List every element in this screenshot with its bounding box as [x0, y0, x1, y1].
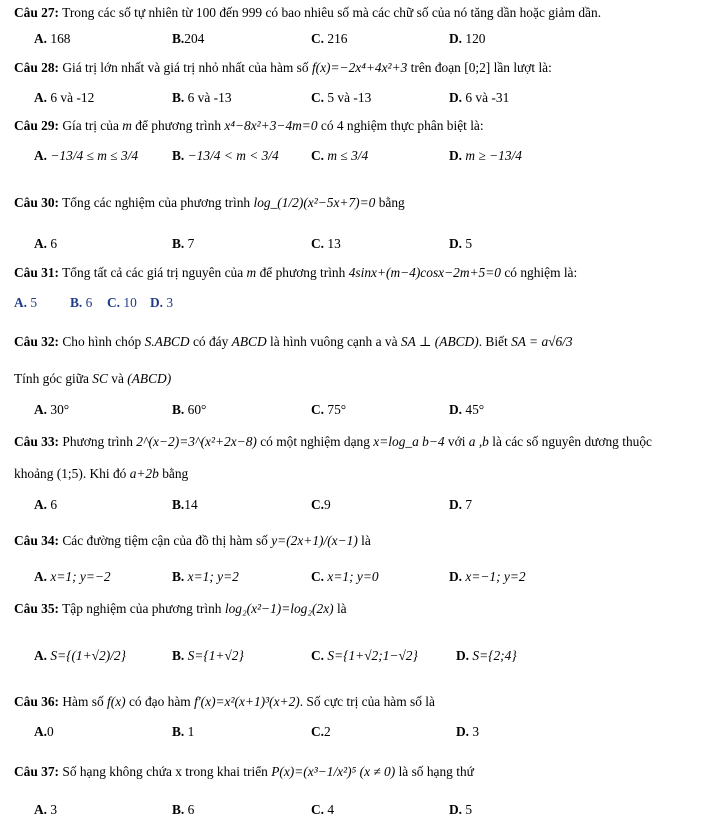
q33-option-d[interactable]: D. 7 [449, 497, 473, 512]
q29-option-a[interactable]: A. −13/4 ≤ m ≤ 3/4 [34, 148, 139, 163]
q34-stem: Câu 34: Các đường tiệm cận của đồ thị hàm số y=(2x+1)/(x−1) là [14, 533, 371, 548]
q30-option-b[interactable]: B. 7 [172, 236, 195, 251]
q31-stem: Câu 31: Tổng tất cả các giá trị nguyên của m để phương trình 4sinx+(m−4)cosx−2m+5=0 có nghiệm là: [14, 265, 578, 280]
q32-sa: SA = a√6/3 [511, 334, 573, 349]
q29-option-b[interactable]: B. −13/4 < m < 3/4 [172, 148, 279, 163]
q31-option-a[interactable]: A. 5 [14, 295, 38, 310]
q37-option-b[interactable]: B. 6 [172, 802, 195, 817]
q28-option-a[interactable]: A. 6 và -12 [34, 90, 95, 105]
q31-option-d[interactable]: D. 3 [150, 295, 174, 310]
q37-option-c[interactable]: C. 4 [311, 802, 335, 817]
q30-option-d[interactable]: D. 5 [449, 236, 473, 251]
q27-option-a[interactable]: A. 168 [34, 31, 71, 46]
q34-formula: y=(2x+1)/(x−1) [271, 533, 358, 548]
q30-option-c[interactable]: C. 13 [311, 236, 341, 251]
q32-stem-line2: Tính góc giữa SC và (ABCD) [14, 371, 172, 386]
q29-formula: x⁴−8x²+3−4m=0 [224, 118, 318, 133]
q36-option-c[interactable]: C.2 [311, 724, 331, 739]
q27-label: Câu 27: [14, 5, 60, 20]
q30-option-a[interactable]: A. 6 [34, 236, 58, 251]
q27-text: Trong các số tự nhiên từ 100 đến 999 có bao nhiêu số mà các chữ số của nó tăng dần hoặc giảm dần. [62, 5, 602, 20]
q27-option-b[interactable]: B.204 [172, 31, 205, 46]
q35-option-c[interactable]: C. S={1+√2;1−√2} [311, 648, 418, 663]
q34-option-c[interactable]: C. x=1; y=0 [311, 569, 379, 584]
q28-option-c[interactable]: C. 5 và -13 [311, 90, 372, 105]
q35-option-a[interactable]: A. S={(1+√2)/2} [34, 648, 126, 663]
q33-option-a[interactable]: A. 6 [34, 497, 58, 512]
q37-option-a[interactable]: A. 3 [34, 802, 58, 817]
q34-option-d[interactable]: D. x=−1; y=2 [449, 569, 526, 584]
q27-option-c[interactable]: C. 216 [311, 31, 348, 46]
q36-option-a[interactable]: A.0 [34, 724, 54, 739]
q28-formula: f(x)=−2x⁴+4x²+3 [311, 60, 408, 75]
q35-option-b[interactable]: B. S={1+√2} [172, 648, 244, 663]
q35-formula: log₂(x²−1)=log₂(2x) [224, 601, 334, 616]
q37-formula: P(x)=(x³−1/x²)⁵ [271, 764, 357, 779]
q32-option-d[interactable]: D. 45° [449, 402, 485, 417]
q28-option-b[interactable]: B. 6 và -13 [172, 90, 232, 105]
q36-option-d[interactable]: D. 3 [456, 724, 480, 739]
q32-option-c[interactable]: C. 75° [311, 402, 347, 417]
q31-option-c[interactable]: C. 10 [107, 295, 137, 310]
q36-stem: Câu 36: Hàm số f(x) có đạo hàm f'(x)=x²(x+1)³(x+2). Số cực trị của hàm số là [14, 694, 435, 709]
q32-option-b[interactable]: B. 60° [172, 402, 207, 417]
q29-option-c[interactable]: C. m ≤ 3/4 [311, 148, 369, 163]
q33-formula: 2^(x−2)=3^(x²+2x−8) [136, 434, 257, 449]
q28-stem: Câu 28: Giá trị lớn nhất và giá trị nhỏ nhất của hàm số f(x)=−2x⁴+4x²+3 trên đoạn [0;2] lần lượt là: [14, 60, 552, 75]
q33-option-b[interactable]: B.14 [172, 497, 198, 512]
q37-stem: Câu 37: Số hạng không chứa x trong khai triển P(x)=(x³−1/x²)⁵ (x ≠ 0) là số hạng thứ [14, 764, 474, 779]
q27-option-d[interactable]: D. 120 [449, 31, 486, 46]
q35-stem: Câu 35: Tập nghiệm của phương trình log₂(x²−1)=log₂(2x) là [14, 601, 347, 616]
q29-option-d[interactable]: D. m ≥ −13/4 [449, 148, 522, 163]
q35-option-d[interactable]: D. S={2;4} [456, 648, 517, 663]
q28-option-d[interactable]: D. 6 và -31 [449, 90, 510, 105]
q32-option-a[interactable]: A. 30° [34, 402, 70, 417]
q33-stem: Câu 33: Phương trình 2^(x−2)=3^(x²+2x−8) có một nghiệm dạng x=log_a b−4 với a ,b là các số nguyên dương thuộc [14, 434, 652, 449]
q37-option-d[interactable]: D. 5 [449, 802, 473, 817]
q31-option-b[interactable]: B. 6 [70, 295, 93, 310]
q36-derivative: f'(x)=x²(x+1)³(x+2) [194, 694, 300, 709]
q27-stem [14, 5, 601, 21]
q34-option-b[interactable]: B. x=1; y=2 [172, 569, 239, 584]
q33-option-c[interactable]: C.9 [311, 497, 331, 512]
q32-stem: Câu 32: Cho hình chóp S.ABCD có đáy ABCD là hình vuông cạnh a và SA ⊥ (ABCD). Biết SA = a√6/3 [14, 334, 573, 349]
q33-stem-line2: khoảng (1;5). Khi đó a+2b bằng [14, 466, 189, 481]
q30-stem: Câu 30: Tổng các nghiệm của phương trình log_(1/2)(x²−5x+7)=0 bằng [14, 195, 405, 210]
q30-formula: log_(1/2)(x²−5x+7)=0 [253, 195, 376, 210]
q29-stem: Câu 29: Gía trị của m để phương trình x⁴−8x²+3−4m=0 có 4 nghiệm thực phân biệt là: [14, 118, 484, 133]
q36-option-b[interactable]: B. 1 [172, 724, 195, 739]
q31-formula: 4sinx+(m−4)cosx−2m+5=0 [348, 265, 501, 280]
q34-option-a[interactable]: A. x=1; y=−2 [34, 569, 111, 584]
